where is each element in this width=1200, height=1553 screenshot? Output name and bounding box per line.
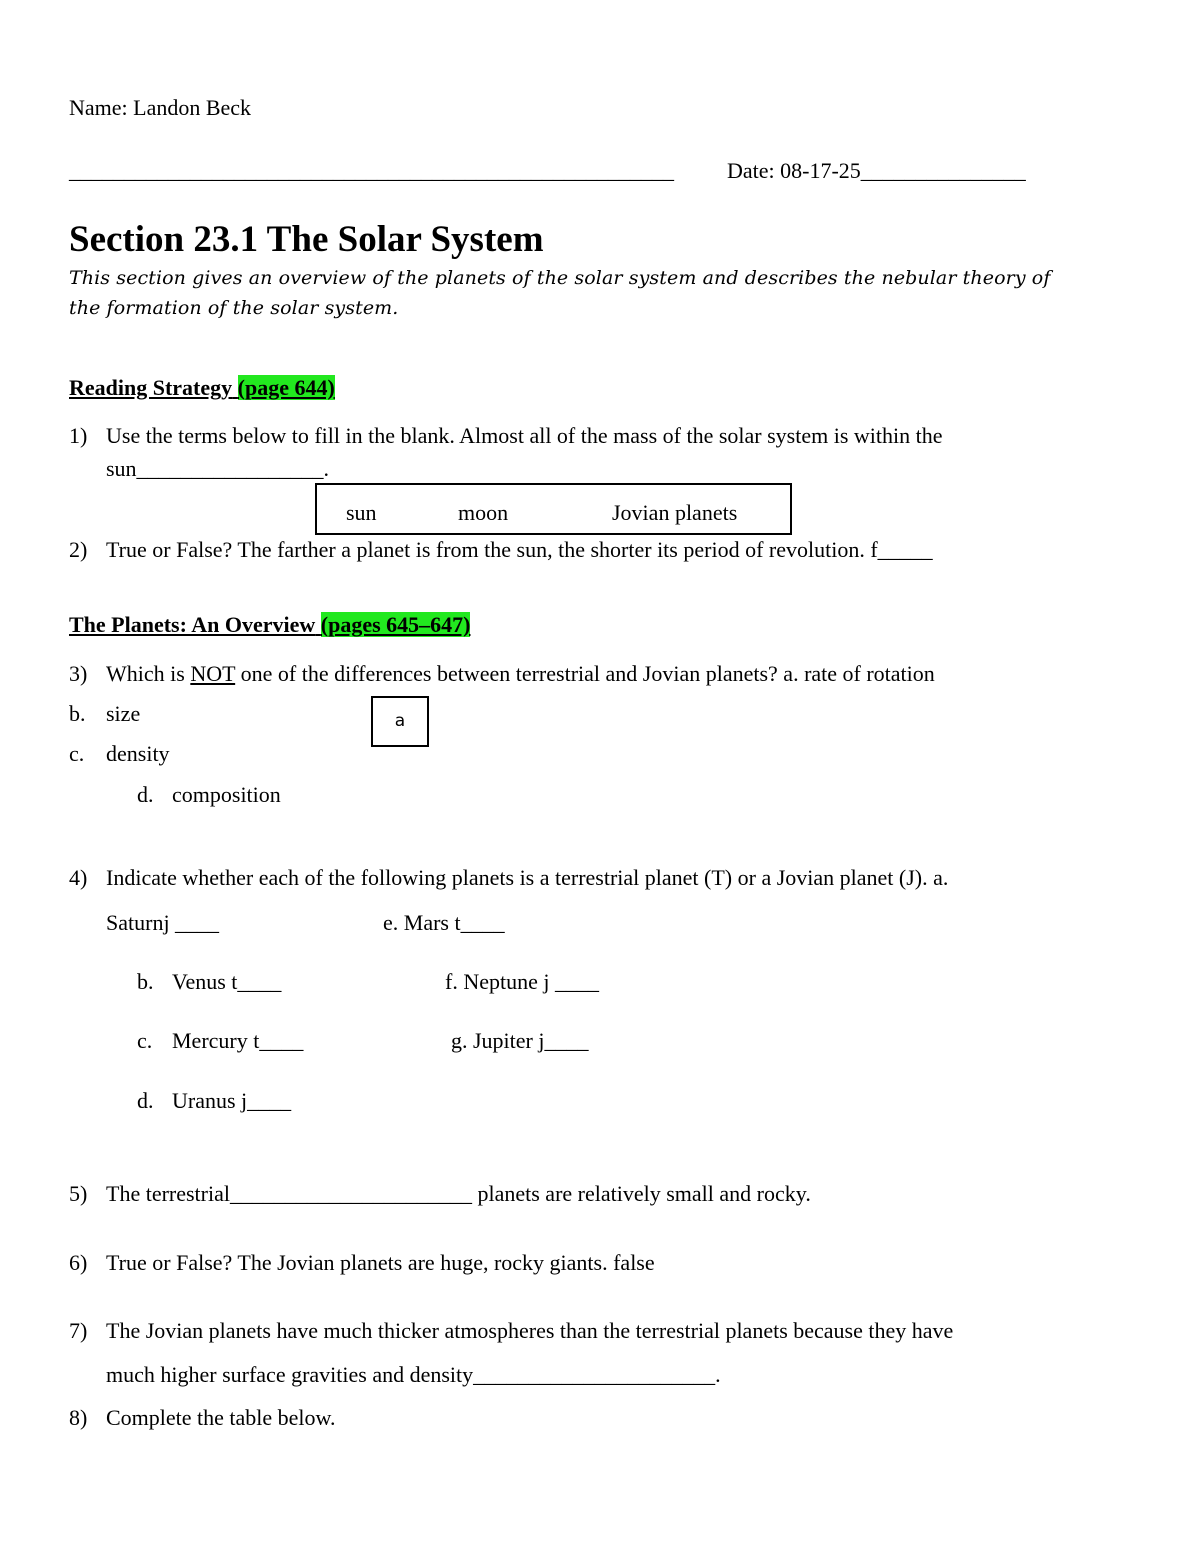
q4-item-c: Mercury t____: [172, 1028, 304, 1053]
term-sun: sun: [346, 500, 377, 525]
q7-text-line-1: The Jovian planets have much thicker atmospheres than the terrestrial planets because they have: [106, 1318, 954, 1343]
q3-option-d: composition: [172, 782, 281, 807]
q7-text-line-2: much higher surface gravities and density______________________.: [106, 1362, 721, 1387]
term-moon: moon: [458, 500, 509, 525]
date-line: Date: 08-17-25_______________: [727, 158, 1026, 183]
q3-number: 3): [69, 661, 88, 686]
term-jovian-planets: Jovian planets: [612, 500, 738, 525]
q4-item-d-letter: d.: [137, 1088, 154, 1113]
q4-item-g: g. Jupiter j____: [451, 1028, 589, 1053]
q3-text-not: NOT: [190, 661, 236, 686]
q3-option-b-letter: b.: [69, 701, 86, 726]
q3-answer-box[interactable]: a: [371, 696, 429, 747]
q1-number: 1): [69, 423, 88, 448]
name-line: Name: Landon Beck: [69, 95, 252, 120]
q3-option-b: size: [106, 701, 141, 726]
q5-number: 5): [69, 1181, 88, 1206]
q8-number: 8): [69, 1405, 88, 1430]
q5-text: The terrestrial______________________ planets are relatively small and rocky.: [106, 1181, 811, 1206]
q6-text: True or False? The Jovian planets are huge, rocky giants. false: [106, 1250, 655, 1275]
q4-item-d: Uranus j____: [172, 1088, 292, 1113]
q4-item-a: Saturnj ____: [106, 910, 220, 935]
q4-item-e: e. Mars t____: [383, 910, 505, 935]
q4-number: 4): [69, 865, 88, 890]
planets-overview-title: The Planets: An Overview: [69, 612, 316, 637]
q2-number: 2): [69, 537, 88, 562]
q7-number: 7): [69, 1318, 88, 1343]
name-underline: _______________________________________________________: [69, 158, 674, 183]
q3-option-c-letter: c.: [69, 741, 85, 766]
q3-text-post: one of the differences between terrestrial and Jovian planets? a. rate of rotation: [235, 661, 935, 686]
q4-item-c-letter: c.: [137, 1028, 153, 1053]
reading-strategy-heading: [69, 375, 335, 401]
q8-text: Complete the table below.: [106, 1405, 336, 1430]
section-title: Section 23.1 The Solar System: [69, 219, 544, 260]
q3-option-c: density: [106, 741, 170, 766]
q1-text-line-2: sun_________________.: [106, 456, 330, 481]
reading-strategy-pages: (page 644): [237, 375, 335, 400]
q6-number: 6): [69, 1250, 88, 1275]
q2-text: True or False? The farther a planet is from the sun, the shorter its period of revolution. f_____: [106, 537, 933, 562]
planets-overview-heading: [69, 612, 470, 638]
q1-text-line-1: Use the terms below to fill in the blank. Almost all of the mass of the solar system is within the: [106, 423, 943, 448]
q4-text: Indicate whether each of the following planets is a terrestrial planet (T) or a Jovian planet (J). a.: [106, 865, 949, 890]
q4-item-f: f. Neptune j ____: [445, 969, 599, 994]
q4-item-b-letter: b.: [137, 969, 154, 994]
q4-item-b: Venus t____: [172, 969, 282, 994]
planets-overview-pages: (pages 645–647): [320, 612, 471, 637]
q3-option-d-letter: d.: [137, 782, 154, 807]
q3-text-pre: Which is: [106, 661, 191, 686]
section-intro-line-1: This section gives an overview of the planets of the solar system and describes the nebular theory of: [69, 267, 1051, 289]
q3-text: [106, 661, 935, 687]
reading-strategy-title: Reading Strategy: [69, 375, 233, 400]
q1-terms-box: [315, 483, 792, 535]
section-intro-line-2: the formation of the solar system.: [69, 297, 399, 319]
